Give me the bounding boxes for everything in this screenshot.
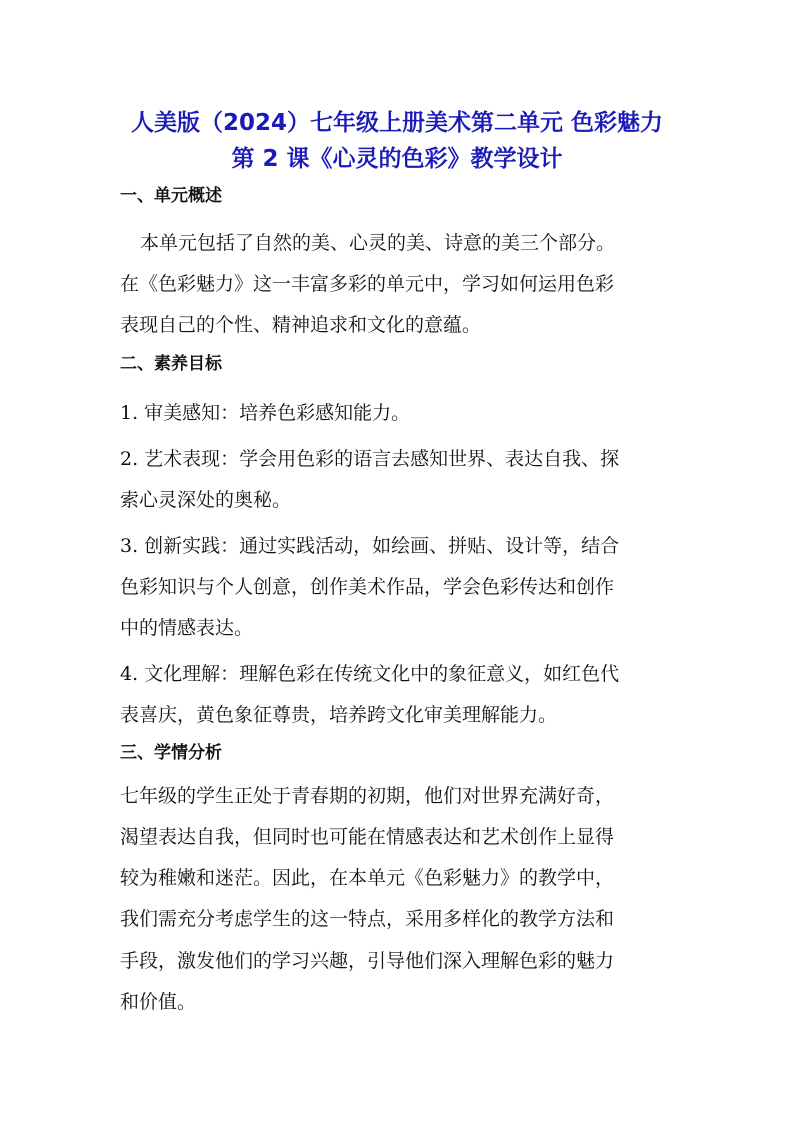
paragraph-line: 和价值。 (120, 991, 197, 1013)
paragraph-line: 我们需充分考虑学生的这一特点，采用多样化的教学方法和 (120, 908, 615, 930)
paragraph-line: 较为稚嫩和迷茫。因此，在本单元《色彩魅力》的教学中， (120, 867, 615, 889)
paragraph-line: 表现自己的个性、精神追求和文化的意蕴。 (120, 314, 482, 336)
document-subtitle: 第 2 课《心灵的色彩》教学设计 (231, 146, 563, 172)
paragraph-line: 色彩知识与个人创意，创作美术作品，学会色彩传达和创作 (120, 576, 615, 598)
paragraph-line: 本单元包括了自然的美、心灵的美、诗意的美三个部分。 (140, 232, 616, 254)
paragraph-line: 渴望表达自我，但同时也可能在情感表达和艺术创作上显得 (120, 826, 615, 848)
paragraph-line: 4. 文化理解：理解色彩在传统文化中的象征意义，如红色代 (120, 663, 620, 685)
section-heading-goals: 二、素养目标 (120, 354, 222, 374)
paragraph-line: 3. 创新实践：通过实践活动，如绘画、拼贴、设计等，结合 (120, 535, 620, 557)
paragraph-line: 2. 艺术表现：学会用色彩的语言去感知世界、表达自我、探 (120, 448, 620, 470)
paragraph-line: 1. 审美感知：培养色彩感知能力。 (120, 402, 411, 424)
section-heading-overview: 一、单元概述 (120, 186, 222, 206)
paragraph-line: 七年级的学生正处于青春期的初期，他们对世界充满好奇， (120, 785, 615, 807)
paragraph-line: 在《色彩魅力》这一丰富多彩的单元中，学习如何运用色彩 (120, 273, 615, 295)
paragraph-line: 中的情感表达。 (120, 617, 254, 639)
paragraph-line: 索心灵深处的奥秘。 (120, 489, 292, 511)
paragraph-line: 表喜庆，黄色象征尊贵，培养跨文化审美理解能力。 (120, 704, 558, 726)
document-title: 人美版（2024）七年级上册美术第二单元 色彩魅力 (130, 110, 664, 136)
paragraph-line: 手段，激发他们的学习兴趣，引导他们深入理解色彩的魅力 (120, 950, 615, 972)
section-heading-analysis: 三、学情分析 (120, 743, 222, 763)
